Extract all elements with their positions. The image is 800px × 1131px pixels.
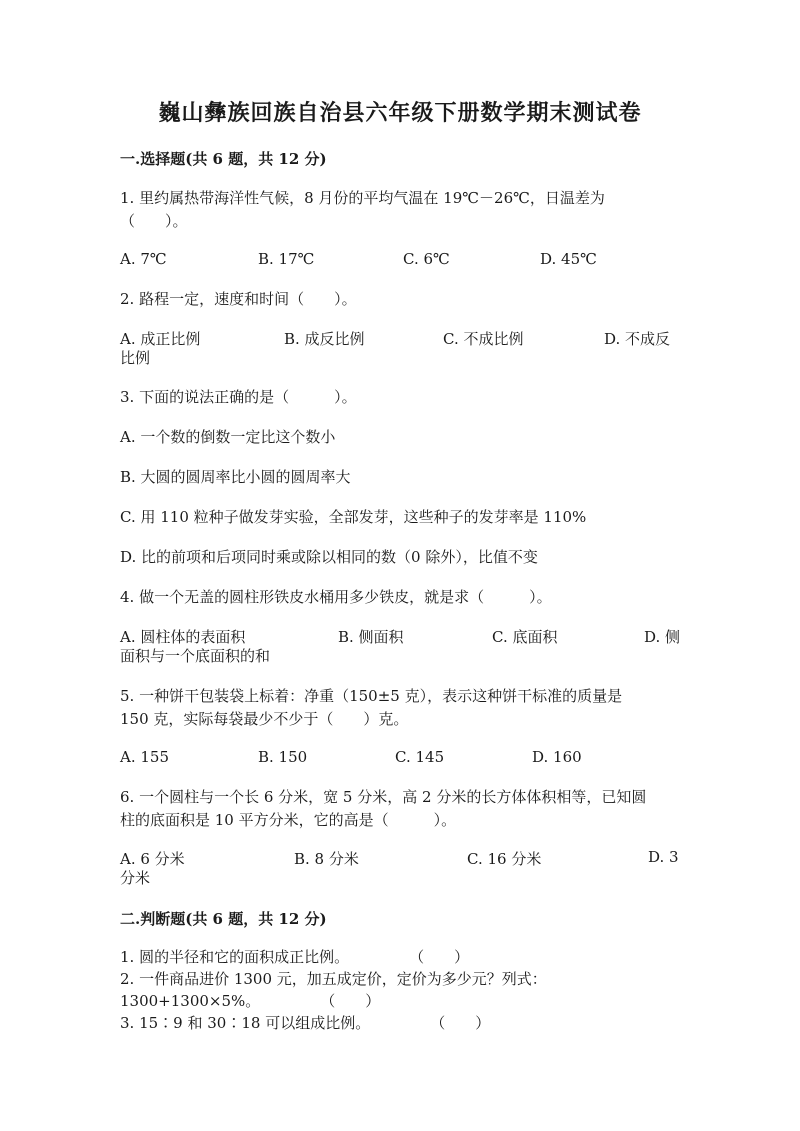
- question-1-option-c: C. 6℃: [403, 250, 450, 268]
- question-2-stem: 2. 路程一定，速度和时间（ ）。: [120, 290, 357, 308]
- question-5-option-b: B. 150: [258, 748, 308, 766]
- question-2-option-b: B. 成反比例: [284, 330, 365, 348]
- question-6-stem: 6. 一个圆柱与一个长 6 分米，宽 5 分米，高 2 分米的长方体体积相等，已知圆: [120, 788, 647, 806]
- question-3-option-b: B. 大圆的圆周率比小圆的圆周率大: [120, 468, 351, 486]
- question-5-stem: 5. 一种饼干包装袋上标着：净重（150±5 克），表示这种饼干标准的质量是: [120, 687, 623, 705]
- question-6-stem-cont: 柱的底面积是 10 平方分米，它的高是（ ）。: [120, 811, 457, 829]
- question-2-option-c: C. 不成比例: [443, 330, 524, 348]
- question-6-option-b: B. 8 分米: [294, 850, 359, 868]
- judgement-item-2-cont: 1300+1300×5%。 （ ）: [120, 992, 381, 1010]
- question-5-option-c: C. 145: [395, 748, 445, 766]
- question-5-option-d: D. 160: [532, 748, 582, 766]
- question-1-option-b: B. 17℃: [258, 250, 315, 268]
- section-heading-choice: 一.选择题(共 6 题，共 12 分): [120, 150, 327, 168]
- question-1-option-a: A. 7℃: [120, 250, 167, 268]
- question-2-option-d: D. 不成反: [604, 330, 671, 348]
- question-1-stem: 1. 里约属热带海洋性气候，8 月份的平均气温在 19℃－26℃，日温差为: [120, 189, 605, 207]
- question-1-option-d: D. 45℃: [540, 250, 597, 268]
- question-1-stem-cont: （ ）。: [120, 212, 188, 230]
- question-3-option-a: A. 一个数的倒数一定比这个数小: [120, 428, 336, 446]
- question-5-option-a: A. 155: [120, 748, 169, 766]
- question-6-option-d-wrap: 分米: [120, 869, 151, 887]
- question-4-stem: 4. 做一个无盖的圆柱形铁皮水桶用多少铁皮，就是求（ ）。: [120, 588, 552, 606]
- section-heading-judgement: 二.判断题(共 6 题，共 12 分): [120, 910, 327, 928]
- question-6-option-a: A. 6 分米: [120, 850, 185, 868]
- judgement-item-3: 3. 15∶9 和 30∶18 可以组成比例。 （ ）: [120, 1014, 491, 1032]
- question-2-option-a: A. 成正比例: [120, 330, 201, 348]
- question-4-option-c: C. 底面积: [492, 628, 558, 646]
- judgement-item-1: 1. 圆的半径和它的面积成正比例。 （ ）: [120, 948, 470, 966]
- question-3-option-d: D. 比的前项和后项同时乘或除以相同的数（0 除外），比值不变: [120, 548, 538, 566]
- question-4-option-b: B. 侧面积: [338, 628, 404, 646]
- question-2-option-d-wrap: 比例: [120, 349, 151, 367]
- question-6-option-d: D. 3: [648, 848, 679, 866]
- judgement-item-2: 2. 一件商品进价 1300 元，加五成定价，定价为多少元？列式：: [120, 970, 547, 988]
- question-4-option-d-wrap: 面积与一个底面积的和: [120, 647, 271, 665]
- question-3-option-c: C. 用 110 粒种子做发芽实验，全部发芽，这些种子的发芽率是 110%: [120, 508, 587, 526]
- question-5-stem-cont: 150 克，实际每袋最少不少于（ ）克。: [120, 710, 409, 728]
- page-title: 巍山彝族回族自治县六年级下册数学期末测试卷: [158, 100, 642, 126]
- question-4-option-a: A. 圆柱体的表面积: [120, 628, 246, 646]
- question-4-option-d: D. 侧: [644, 628, 681, 646]
- question-3-stem: 3. 下面的说法正确的是（ ）。: [120, 388, 357, 406]
- question-6-option-c: C. 16 分米: [467, 850, 542, 868]
